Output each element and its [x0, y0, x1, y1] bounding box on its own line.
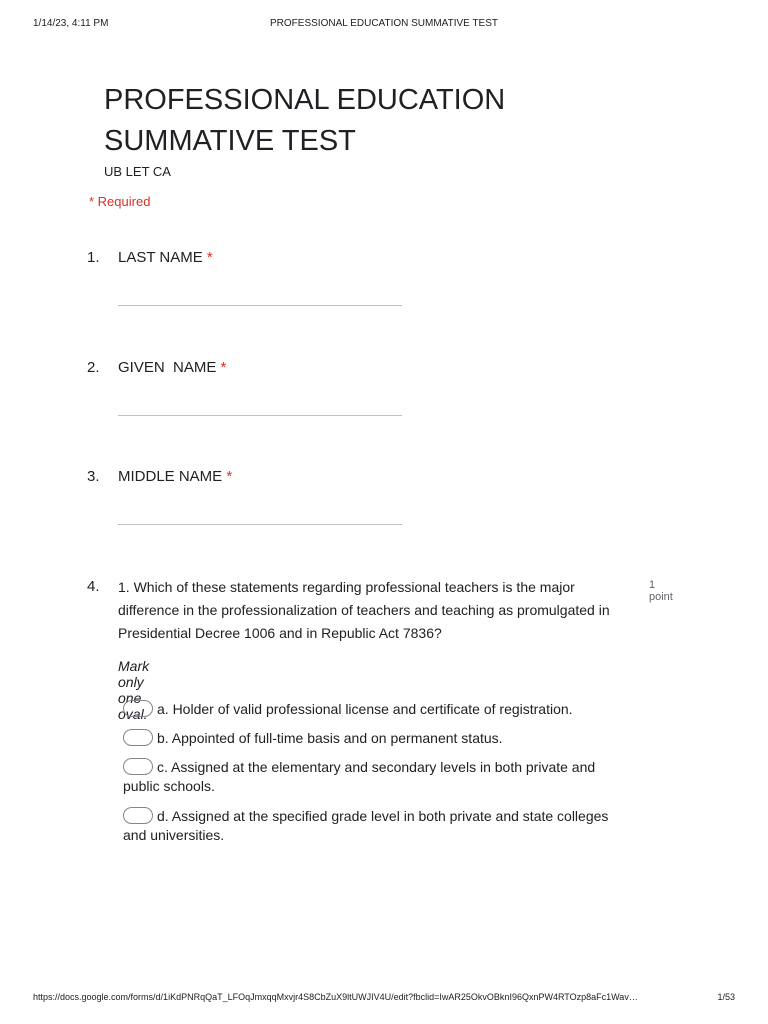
radio-oval[interactable] [123, 758, 153, 775]
question-text: 1. Which of these statements regarding professional teachers is the major difference in the professionalization of teachers and teaching as promulgated in Presidential Decree 1006 and in Republic Act 7836? [118, 579, 610, 641]
form-description: UB LET CA [104, 164, 171, 179]
required-asterisk: * [220, 359, 227, 376]
option-label: a. Holder of valid professional license and certificate of registration. [157, 701, 573, 717]
question-label-text: MIDDLE NAME [118, 468, 223, 485]
question-number: 4. [87, 578, 100, 595]
print-header [33, 18, 735, 32]
question-label-text: GIVEN NAME [118, 359, 217, 376]
print-header-title: PROFESSIONAL EDUCATION SUMMATIVE TEST [270, 18, 498, 29]
option-b[interactable] [123, 729, 633, 748]
option-c[interactable] [123, 758, 633, 796]
page-number: 1/53 [717, 992, 735, 1002]
required-asterisk: * [206, 249, 213, 266]
question-label [118, 249, 638, 266]
print-datetime: 1/14/23, 4:11 PM [33, 18, 109, 29]
option-label: d. Assigned at the specified grade level in both private and state colleges and universities. [123, 808, 609, 843]
middle-name-answer-line[interactable] [118, 524, 402, 525]
question-label-text: LAST NAME [118, 249, 203, 266]
option-d[interactable] [123, 807, 633, 845]
question-number: 3. [87, 468, 100, 485]
radio-oval[interactable] [123, 700, 153, 717]
required-note: * Required [89, 194, 151, 209]
option-label: b. Appointed of full-time basis and on permanent status. [157, 730, 503, 746]
question-label [118, 468, 638, 485]
print-footer-url: https://docs.google.com/forms/d/1iKdPNRqQaT_LFOqJmxqqMxvjr4S8CbZuX9ltUWJIV4U/edit?fbclid=IwAR25OkvOBknI96QxnPW4RTOzp8aFc1Wav… [33, 992, 638, 1002]
points-badge: 1 point [649, 579, 673, 603]
given-name-answer-line[interactable] [118, 415, 402, 416]
question-label [118, 359, 638, 376]
form-title: PROFESSIONAL EDUCATION SUMMATIVE TEST [104, 84, 506, 157]
option-a[interactable] [123, 700, 633, 719]
question-number: 1. [87, 249, 100, 266]
required-asterisk: * [226, 468, 233, 485]
radio-oval[interactable] [123, 729, 153, 746]
radio-oval[interactable] [123, 807, 153, 824]
print-footer [33, 992, 735, 1006]
mark-only-instruction: Mark only one oval. [118, 658, 150, 722]
last-name-answer-line[interactable] [118, 305, 402, 306]
question-number: 2. [87, 359, 100, 376]
option-label: c. Assigned at the elementary and secondary levels in both private and public schools. [123, 759, 596, 794]
